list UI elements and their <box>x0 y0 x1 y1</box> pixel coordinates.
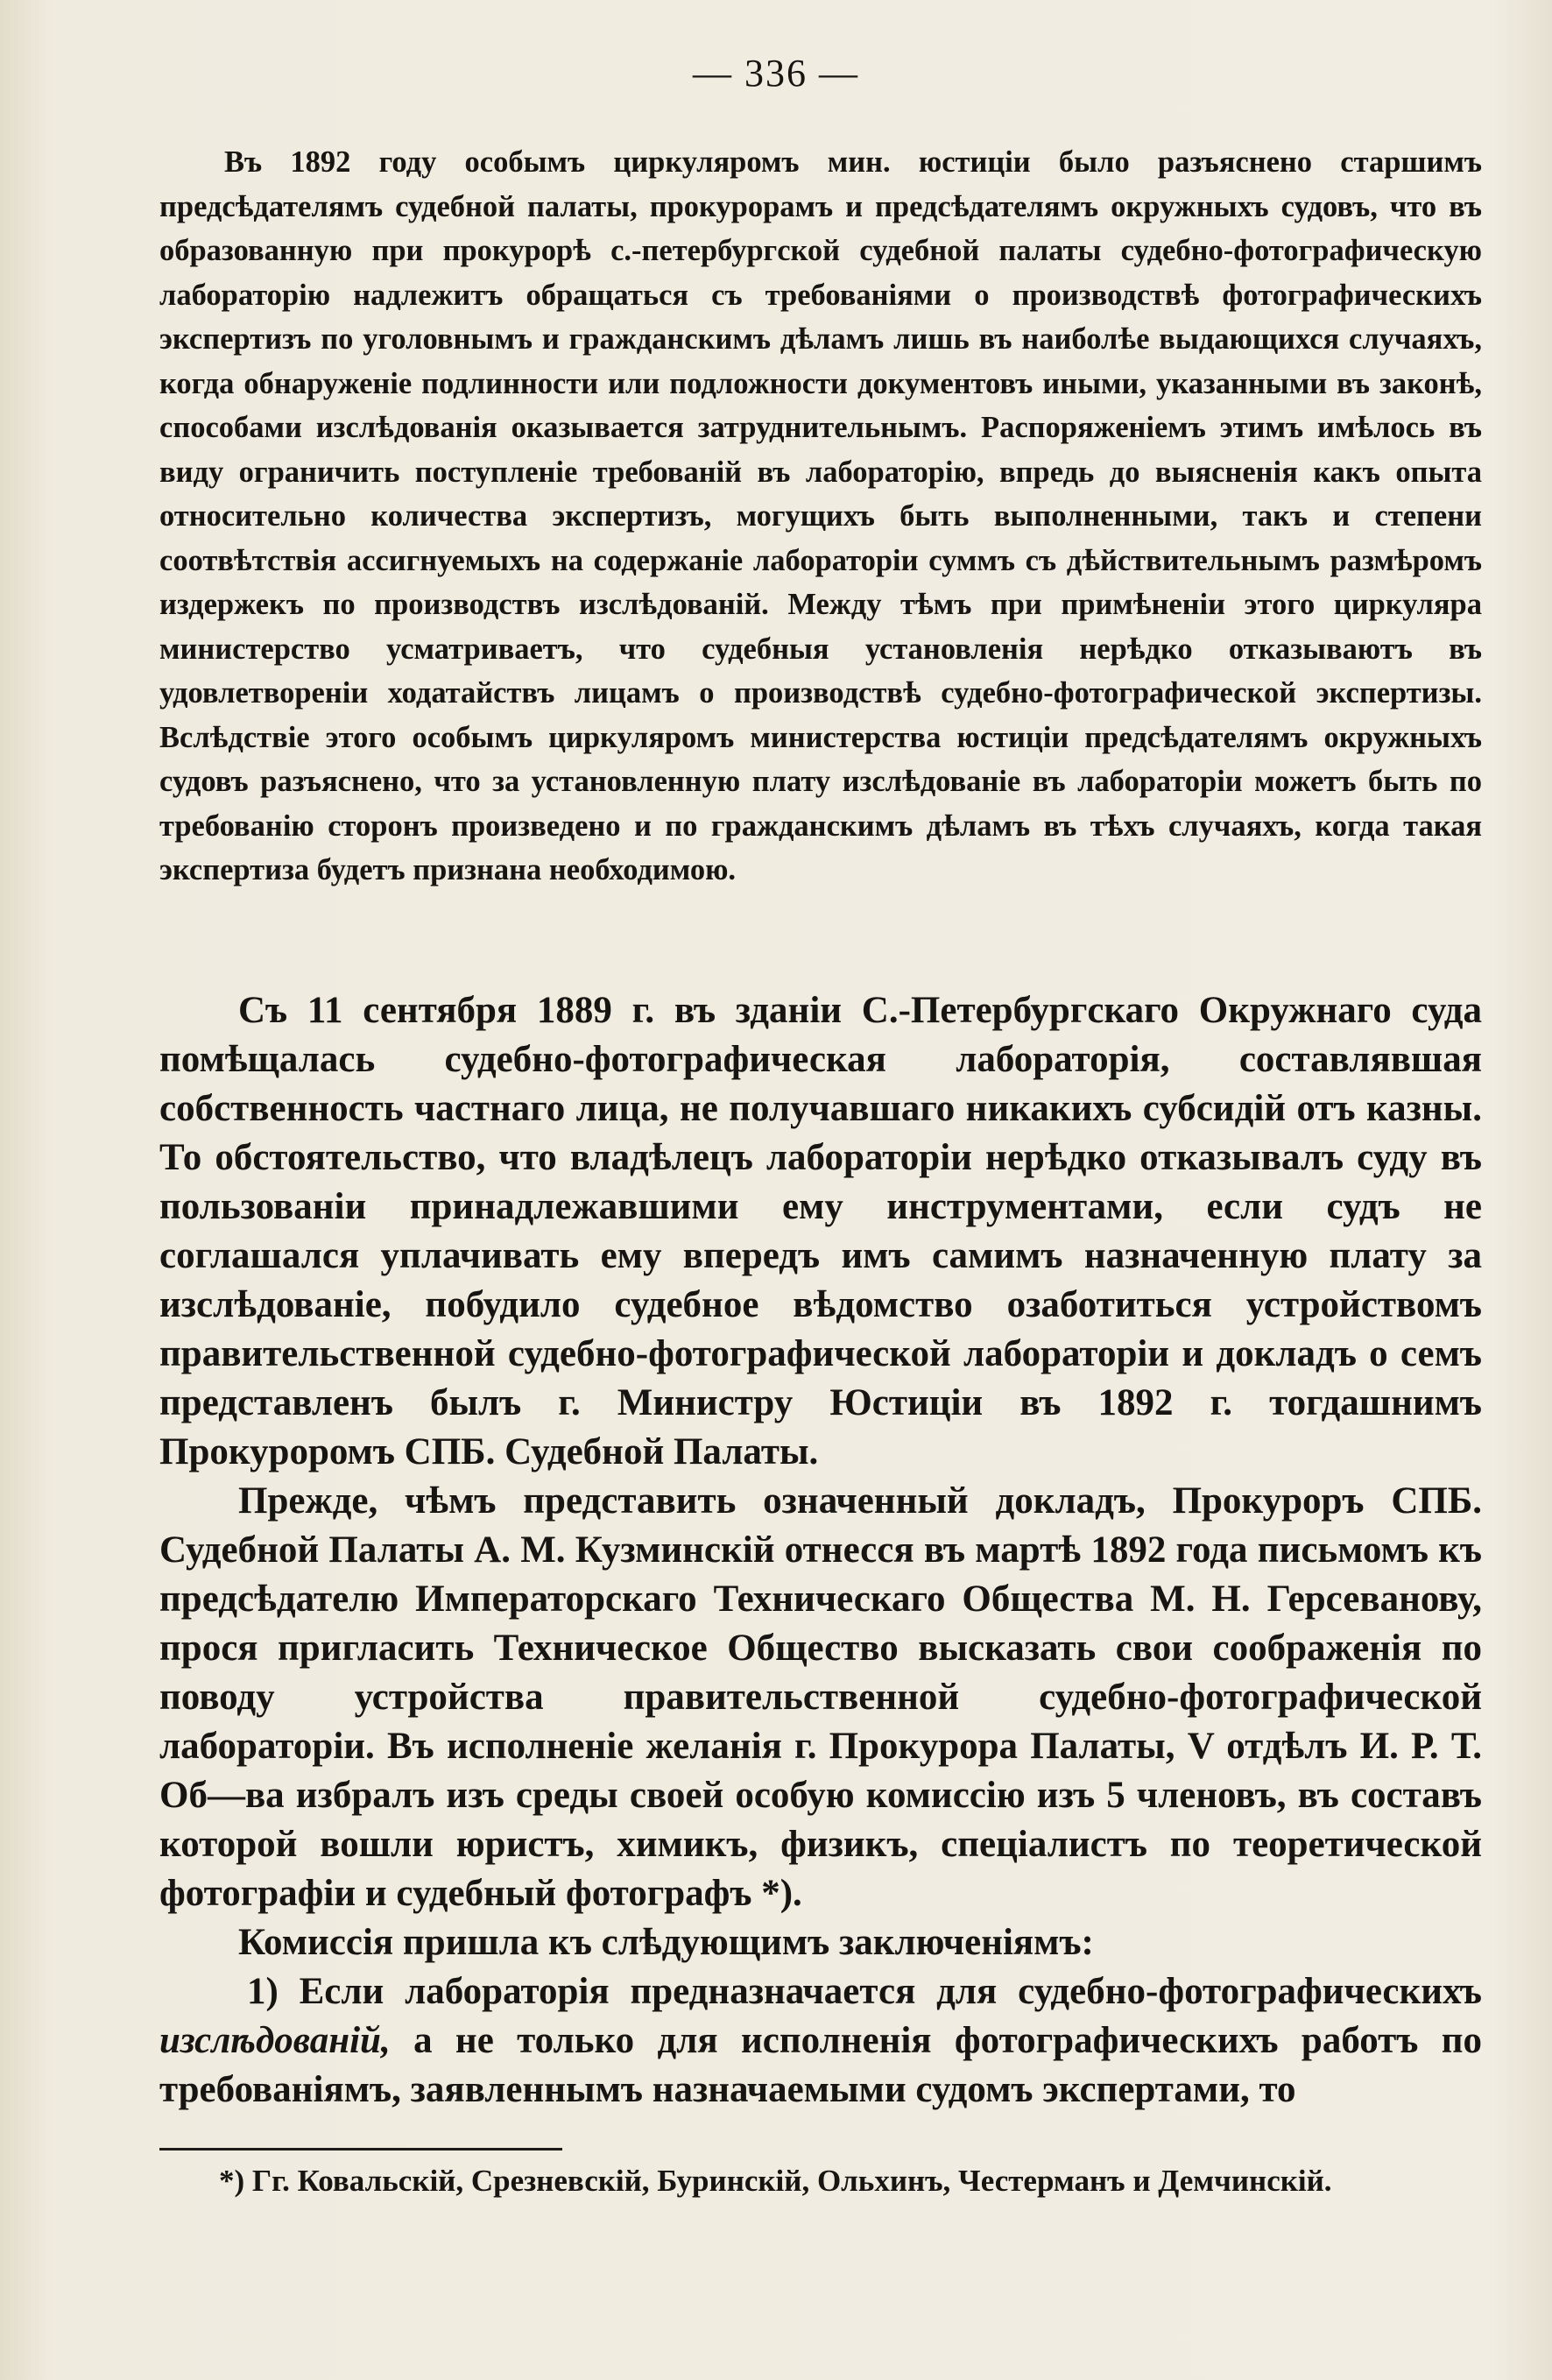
paragraph-prosecutor-letter: Прежде, чѣмъ представить означенный докладъ, Прокуроръ СПБ. Судебной Палаты А. М. Кузминскій отнесся въ мартѣ 1892 года письмомъ къ предсѣдателю Императорскаго Техническаго Общества М. Н. Герсеванову, прося пригласить Техническое Общество высказать свои соображенія по поводу устройства правительственной судебно-фотографической лабораторіи. Въ исполненіе желанія г. Прокурора Палаты, V отдѣлъ И. Р. Т. Об—ва избралъ изъ среды своей особую комиссію изъ 5 членовъ, въ составъ которой вошли юристъ, химикъ, физикъ, спеціалистъ по теоретической фотографіи и судебный фотографъ *). <box>159 1480 1482 1914</box>
paragraph-laboratory-history: Съ 11 сентября 1889 г. въ зданіи С.-Петербургскаго Окружнаго суда помѣщалась судебно-фотографическая лабораторія, составлявшая собственность частнаго лица, не получавшаго никакихъ субсидій отъ казны. То обстоятельство, что владѣлецъ лабораторіи нерѣдко отказывалъ суду въ пользованіи принадлежавшими ему инструментами, если судъ не соглашался уплачивать ему впередъ имъ самимъ назначенную плату за изслѣдованіе, побудило судебное вѣдомство озаботиться устройствомъ правительственной судебно-фотографической лабораторіи и докладъ о семъ представленъ былъ г. Министру Юстиціи въ 1892 г. тогдашнимъ Прокуроромъ СПБ. Судебной Палаты. <box>159 990 1482 1472</box>
circular-paragraph: Въ 1892 году особымъ циркуляромъ мин. юстиціи было разъяснено старшимъ предсѣдателямъ судебной палаты, прокурорамъ и предсѣдателямъ окружныхъ судовъ, что въ образованную при прокурорѣ с.-петербургской судебной палаты судебно-фотографическую лабораторію надлежитъ обращаться съ требованіями о производствѣ фотографическихъ экспертизъ по уголовнымъ и гражданскимъ дѣламъ лишь въ наиболѣе выдающихся случаяхъ, когда обнаруженіе подлинности или подложности документовъ иными, указанными въ законѣ, способами изслѣдованія оказывается затруднительнымъ. Распоряженіемъ этимъ имѣлось въ виду ограничить поступленіе требованій въ лабораторію, впредь до выясненія какъ опыта относительно количества экспертизъ, могущихъ быть выполненными, такъ и степени соотвѣтствія ассигнуемыхъ на содержаніе лабораторіи суммъ съ дѣйствительнымъ размѣромъ издержекъ по производствъ изслѣдованій. Между тѣмъ при примѣненіи этого циркуляра министерство усматриваетъ, что судебныя установленія нерѣдко отказываютъ въ удовлетвореніи ходатайствъ лицамъ о производствѣ судебно-фотографической экспертизы. Вслѣдствіе этого особымъ циркуляромъ министерства юстиціи предсѣдателямъ окружныхъ судовъ разъяснено, что за установленную плату изслѣдованіе въ лабораторіи можетъ быть по требованію сторонъ произведено и по гражданскимъ дѣламъ въ тѣхъ случаяхъ, когда такая экспертиза будетъ признана необходимою. <box>159 145 1482 886</box>
footnote-text: Гг. Ковальскій, Срезневскій, Буринскій, Ольхинъ, Честерманъ и Демчинскій. <box>251 2164 1332 2198</box>
conclusion-1-start: 1) Если лабораторія предназначается для судебно-фотографическихъ <box>247 1971 1482 2012</box>
conclusion-1-italic: изслѣдованій, <box>159 2020 391 2061</box>
main-text <box>159 986 1482 2115</box>
paragraph-conclusion-1 <box>159 1967 1482 2115</box>
footnote <box>159 2162 1482 2200</box>
page-number: — 336 — <box>693 52 859 95</box>
footnote-marker: *) <box>219 2164 245 2198</box>
footnote-divider <box>159 2148 562 2150</box>
conclusion-1-end: а не только для исполненія фотографическихъ работъ по требованіямъ, заявленнымъ назначаемыми судомъ экспертами, то <box>159 2020 1482 2110</box>
paragraph-commission-conclusions: Комиссія пришла къ слѣдующимъ заключеніямъ: <box>238 1922 1094 1963</box>
